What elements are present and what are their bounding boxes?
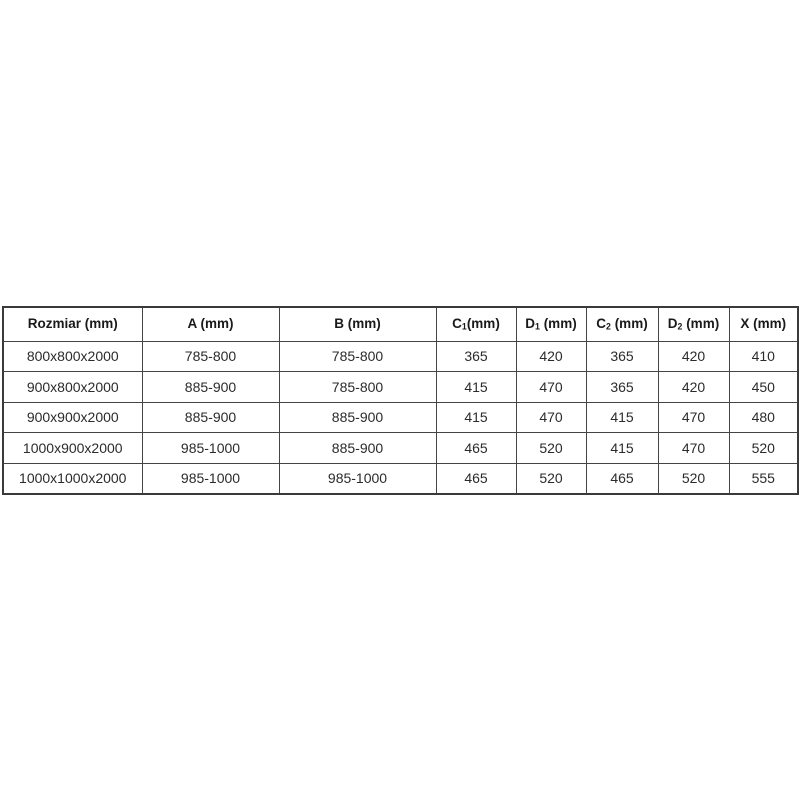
header-row <box>3 307 798 341</box>
header-label: Rozmiar (mm) <box>27 316 118 332</box>
cell-c2: 415 <box>586 433 658 464</box>
cell-x: 480 <box>729 402 798 433</box>
cell-x: 555 <box>729 463 798 494</box>
cell-c2: 365 <box>586 372 658 403</box>
cell-b: 885-900 <box>279 433 436 464</box>
header-cell-rozmiar <box>3 307 142 341</box>
cell-b: 785-800 <box>279 372 436 403</box>
cell-rozmiar: 900x800x2000 <box>3 372 142 403</box>
header-cell-d2 <box>658 307 729 341</box>
cell-x: 520 <box>729 433 798 464</box>
header-subscript: 2 <box>606 322 611 333</box>
cell-a: 885-900 <box>142 372 279 403</box>
cell-d1: 520 <box>516 463 586 494</box>
size-spec-table <box>2 306 799 495</box>
header-subscript: 2 <box>677 322 683 333</box>
header-subscript: 1 <box>535 322 540 333</box>
header-cell-b <box>279 307 436 341</box>
cell-a: 985-1000 <box>142 463 279 494</box>
table-row <box>3 463 798 494</box>
cell-c2: 465 <box>586 463 658 494</box>
header-label: C <box>596 316 607 332</box>
cell-b: 985-1000 <box>279 463 436 494</box>
cell-c1: 365 <box>436 341 516 372</box>
cell-c2: 415 <box>586 402 658 433</box>
header-suffix: (mm) <box>539 316 577 332</box>
header-cell-d1 <box>516 307 586 341</box>
table-row <box>3 341 798 372</box>
table-row <box>3 433 798 464</box>
cell-rozmiar: 1000x900x2000 <box>3 433 142 464</box>
cell-a: 885-900 <box>142 402 279 433</box>
header-suffix: (mm) <box>682 316 720 332</box>
cell-b: 885-900 <box>279 402 436 433</box>
cell-c1: 415 <box>436 372 516 403</box>
cell-a: 985-1000 <box>142 433 279 464</box>
cell-c2: 365 <box>586 341 658 372</box>
cell-b: 785-800 <box>279 341 436 372</box>
cell-c1: 465 <box>436 463 516 494</box>
cell-d2: 520 <box>658 463 729 494</box>
header-label: D <box>667 316 678 332</box>
header-label: B (mm) <box>334 316 381 332</box>
cell-d2: 470 <box>658 402 729 433</box>
cell-a: 785-800 <box>142 341 279 372</box>
cell-d1: 470 <box>516 372 586 403</box>
header-cell-c2 <box>586 307 658 341</box>
table-row <box>3 402 798 433</box>
header-cell-c1 <box>436 307 516 341</box>
header-suffix: (mm) <box>466 316 500 332</box>
cell-rozmiar: 800x800x2000 <box>3 341 142 372</box>
cell-rozmiar: 1000x1000x2000 <box>3 463 142 494</box>
header-label: A (mm) <box>187 316 234 332</box>
header-subscript: 1 <box>461 322 467 333</box>
cell-d1: 420 <box>516 341 586 372</box>
cell-d2: 420 <box>658 341 729 372</box>
cell-c1: 415 <box>436 402 516 433</box>
header-label: D <box>525 316 536 332</box>
table-row <box>3 372 798 403</box>
cell-d2: 420 <box>658 372 729 403</box>
cell-d2: 470 <box>658 433 729 464</box>
cell-d1: 520 <box>516 433 586 464</box>
header-label: C <box>452 316 462 332</box>
cell-d1: 470 <box>516 402 586 433</box>
header-label: X (mm) <box>740 316 787 332</box>
cell-c1: 465 <box>436 433 516 464</box>
cell-x: 450 <box>729 372 798 403</box>
header-cell-a <box>142 307 279 341</box>
header-cell-x <box>729 307 798 341</box>
size-spec-table-container <box>2 306 797 495</box>
cell-x: 410 <box>729 341 798 372</box>
cell-rozmiar: 900x900x2000 <box>3 402 142 433</box>
header-suffix: (mm) <box>610 316 648 332</box>
